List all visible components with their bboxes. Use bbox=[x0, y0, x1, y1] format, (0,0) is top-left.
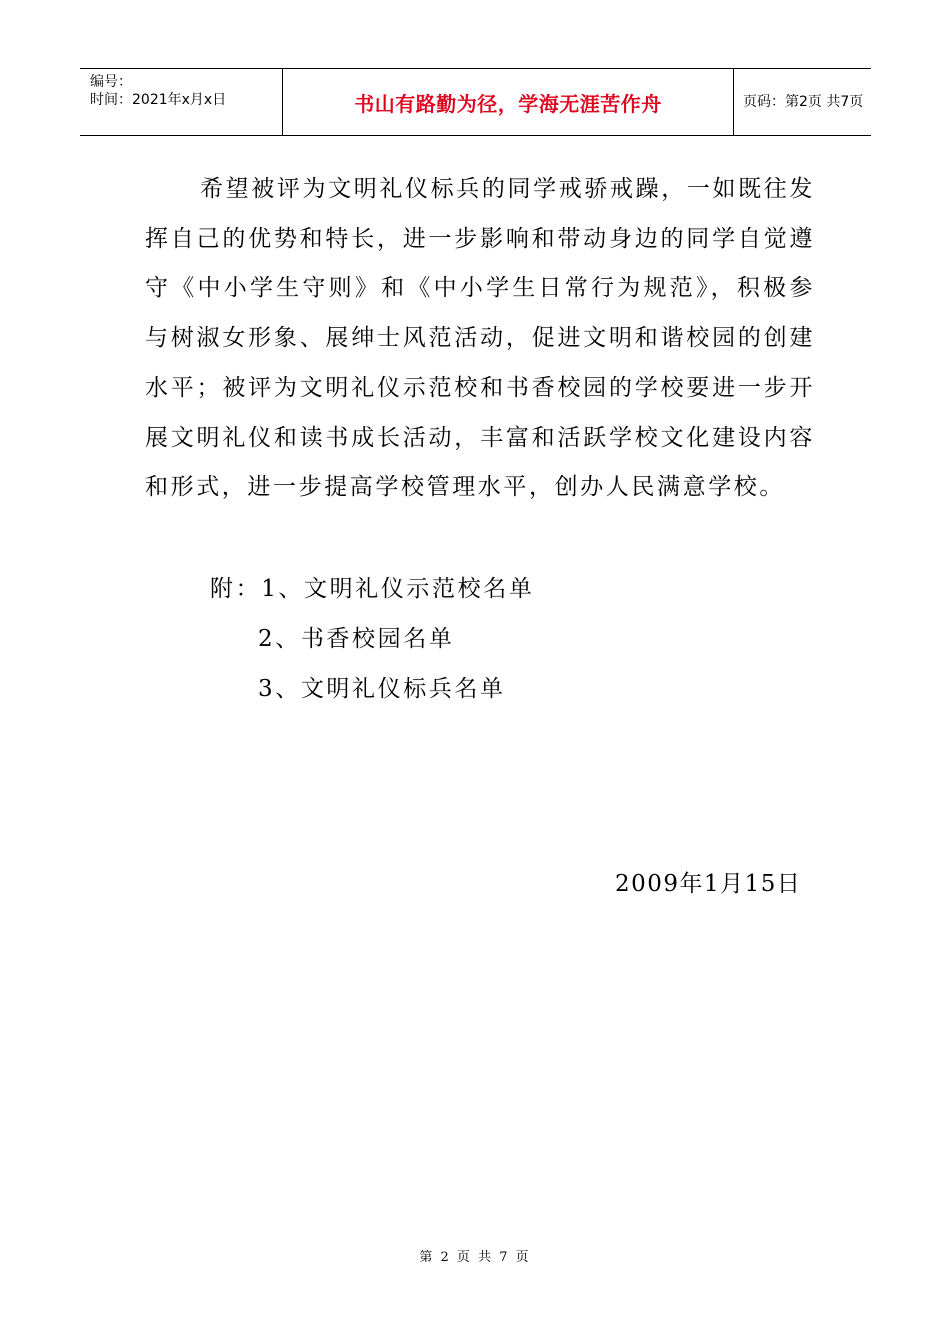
body-paragraph: 希望被评为文明礼仪标兵的同学戒骄戒躁，一如既往发挥自己的优势和特长，进一步影响和带动身边的同学自觉遵守《中小学生守则》和《中小学生日常行为规范》，积极参与树淑女形象、展绅士风范活动，促进文明和谐校园的创建水平；被评为文明礼仪示范校和书香校园的学校要进一步开展文明礼仪和读书成长活动，丰富和活跃学校文化建设内容和形式，进一步提高学校管理水平，创办人民满意学校。 bbox=[145, 176, 815, 501]
code-label: 编号： bbox=[90, 74, 132, 90]
header-motto-cell bbox=[282, 69, 734, 135]
date-label: 时间：2021年x月x日 bbox=[90, 92, 227, 108]
page-header bbox=[80, 68, 871, 136]
page-footer: 第 2 页 共 7 页 bbox=[419, 1250, 531, 1265]
motto-text: 书山有路勤为径，学海无涯苦作舟 bbox=[354, 91, 662, 116]
attachment-item-1: 附：1、文明礼仪示范校名单 bbox=[210, 576, 535, 602]
header-page-cell bbox=[734, 69, 871, 135]
header-meta-cell bbox=[80, 69, 282, 135]
attachment-item-3: 3、文明礼仪标兵名单 bbox=[258, 676, 506, 702]
document-date: 2009年1月15日 bbox=[615, 871, 802, 897]
header-page-info: 页码：第2页 共7页 bbox=[743, 94, 864, 110]
attachment-item-2: 2、书香校园名单 bbox=[258, 626, 455, 652]
